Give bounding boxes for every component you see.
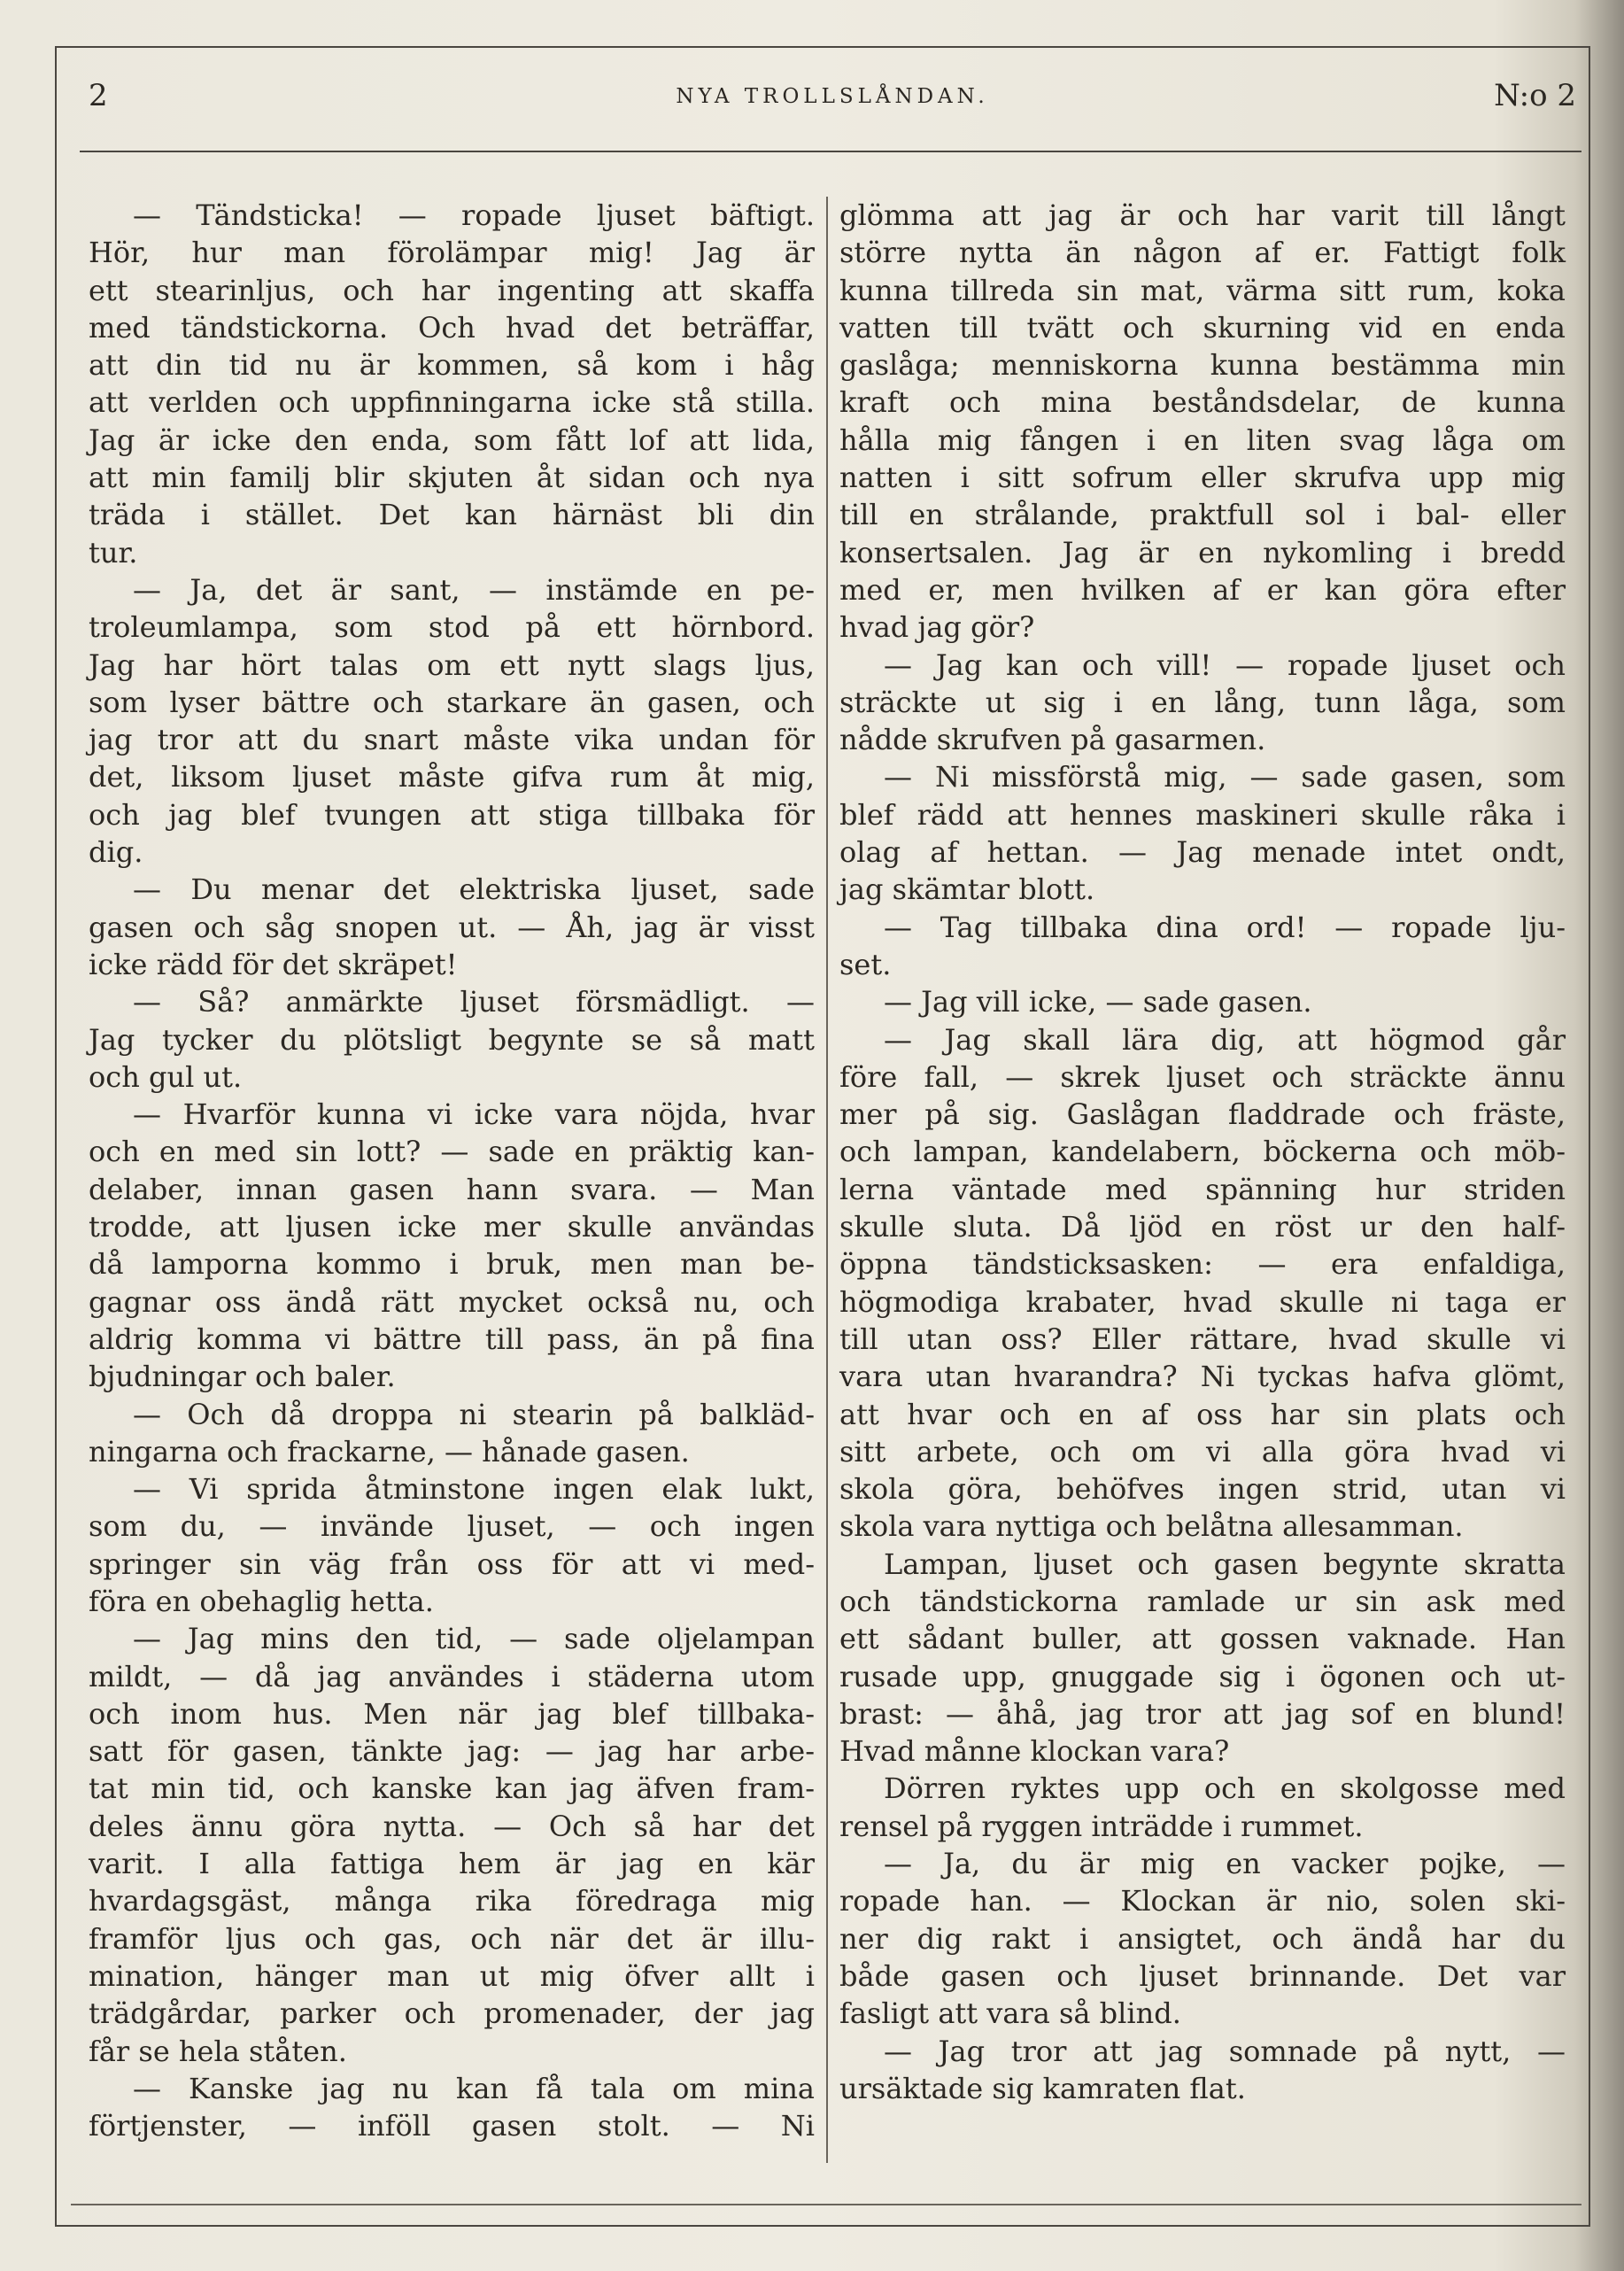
text-line: Jag tycker du plötsligt begynte se så matt	[89, 1022, 815, 1057]
text-line: Dörren ryktes upp och en skolgosse med	[884, 1771, 1566, 1806]
text-line: set.	[839, 947, 892, 981]
text-line: — Jag vill icke, — sade gasen.	[884, 985, 1312, 1019]
text-line: ett stearinljus, och har ingenting att skaffa	[89, 273, 815, 307]
text-line: till en strålande, praktfull sol i bal- eller	[839, 498, 1566, 532]
text-line: icke rädd för det skräpet!	[89, 947, 458, 981]
bottom-rule	[71, 2204, 1581, 2205]
text-line: — Ja, det är sant, — instämde en pe-	[133, 572, 815, 607]
text-line: varit. I alla fattiga hem är jag en kär	[89, 1847, 815, 1881]
text-line: det, liksom ljuset måste gifva rum åt mig,	[89, 760, 815, 794]
text-line: nådde skrufven på gasarmen.	[839, 723, 1266, 757]
text-line: glömma att jag är och har varit till långt	[839, 198, 1566, 232]
text-line: mildt, — då jag användes i städerna utom	[89, 1659, 815, 1694]
issue-number: N:o 2	[1494, 78, 1576, 113]
left-column	[89, 197, 815, 2144]
text-line: framför ljus och gas, och när det är illu-	[89, 1921, 815, 1956]
text-line: trodde, att ljusen icke mer skulle användas	[89, 1210, 815, 1244]
text-line: — Du menar det elektriska ljuset, sade	[133, 872, 815, 907]
text-line: troleumlampa, som stod på ett hörnbord.	[89, 610, 815, 645]
text-line: trädgårdar, parker och promenader, der jag	[89, 1996, 815, 2031]
text-line: — Kanske jag nu kan få tala om mina	[133, 2071, 815, 2105]
right-column	[839, 197, 1566, 2107]
text-line: rensel på ryggen inträdde i rummet.	[839, 1809, 1364, 1843]
text-line: Hvad månne klockan vara?	[839, 1734, 1230, 1769]
text-line: förtjenster, — inföll gasen stolt. — Ni	[89, 2109, 815, 2143]
text-line: tur.	[89, 535, 138, 570]
text-line: att din tid nu är kommen, så kom i håg	[89, 348, 815, 383]
text-line: lerna väntade med spänning hur striden	[839, 1172, 1566, 1206]
journal-title: NYA TROLLSLÅNDAN.	[676, 85, 989, 108]
text-line: och inom hus. Men när jag blef tillbaka-	[89, 1696, 815, 1731]
text-line: Jag har hört talas om ett nytt slags ljus,	[89, 647, 815, 682]
text-line: — Ni missförstå mig, — sade gasen, som	[884, 760, 1566, 794]
text-line: sitt arbete, och om vi alla göra hvad vi	[839, 1434, 1566, 1469]
text-line: ett sådant buller, att gossen vaknade. Han	[839, 1622, 1566, 1656]
text-line: att verlden och uppfinningarna icke stå stilla.	[89, 385, 815, 420]
text-line: natten i sitt sofrum eller skrufva upp mig	[839, 461, 1566, 495]
text-line: större nytta än någon af er. Fattigt folk	[839, 236, 1566, 270]
text-line: både gasen och ljuset brinnande. Det var	[839, 1958, 1566, 1993]
text-line: som du, — invände ljuset, — och ingen	[89, 1509, 815, 1544]
text-line: skola vara nyttiga och belåtna allesamman.	[839, 1509, 1464, 1544]
text-line: — Vi sprida åtminstone ingen elak lukt,	[133, 1472, 815, 1507]
text-line: som lyser bättre och starkare än gasen, och	[89, 685, 815, 719]
text-line: jag skämtar blott.	[839, 872, 1095, 907]
text-line: deles ännu göra nytta. — Och så har det	[89, 1809, 815, 1843]
text-line: springer sin väg från oss för att vi med-	[89, 1546, 815, 1581]
text-line: — Jag skall lära dig, att högmod går	[884, 1022, 1566, 1057]
text-line: högmodiga krabater, hvad skulle ni taga er	[839, 1284, 1566, 1319]
text-line: skola göra, behöfves ingen strid, utan vi	[839, 1472, 1566, 1507]
text-line: delaber, innan gasen hann svara. — Man	[89, 1172, 815, 1206]
text-line: träda i stället. Det kan härnäst bli din	[89, 498, 815, 532]
text-line: jag tror att du snart måste vika undan för	[89, 723, 815, 757]
text-line: mination, hänger man ut mig öfver allt i	[89, 1958, 815, 1993]
text-line: rusade upp, gnuggade sig i ögonen och ut-	[839, 1659, 1566, 1694]
text-line: och gul ut.	[89, 1059, 243, 1094]
text-line: kunna tillreda sin mat, värma sitt rum, koka	[839, 273, 1566, 307]
text-line: till utan oss? Eller rättare, hvad skulle vi	[839, 1322, 1566, 1356]
text-line: ningarna och frackarne, — hånade gasen.	[89, 1434, 690, 1469]
text-line: gaslåga; menniskorna kunna bestämma min	[839, 348, 1566, 383]
text-line: aldrig komma vi bättre till pass, än på fina	[89, 1322, 815, 1356]
text-line: — Jag kan och vill! — ropade ljuset och	[884, 647, 1566, 682]
column-divider	[826, 197, 828, 2163]
text-line: och lampan, kandelabern, böckerna och möb-	[839, 1135, 1566, 1169]
text-line: hvad jag gör?	[839, 610, 1035, 645]
page-number: 2	[89, 78, 108, 113]
text-line: — Hvarför kunna vi icke vara nöjda, hvar	[133, 1097, 815, 1132]
text-line: blef rädd att hennes maskineri skulle råka i	[839, 797, 1566, 832]
text-line: att min familj blir skjuten åt sidan och nya	[89, 461, 815, 495]
text-line: ursäktade sig kamraten flat.	[839, 2071, 1246, 2105]
text-line: hvardagsgäst, många rika föredraga mig	[89, 1884, 815, 1918]
text-line: får se hela ståten.	[89, 2034, 347, 2068]
text-line: konsertsalen. Jag är en nykomling i bredd	[839, 535, 1566, 570]
text-line: bjudningar och baler.	[89, 1360, 396, 1394]
text-line: mer på sig. Gaslågan fladdrade och fräste,	[839, 1097, 1566, 1132]
text-line: före fall, — skrek ljuset och sträckte ännu	[839, 1059, 1566, 1094]
text-line: då lamporna kommo i bruk, men man be-	[89, 1247, 815, 1282]
text-line: — Jag mins den tid, — sade oljelampan	[133, 1622, 815, 1656]
text-line: och jag blef tvungen att stiga tillbaka för	[89, 797, 815, 832]
text-line: att hvar och en af oss har sin plats och	[839, 1397, 1566, 1431]
text-line: — Ja, du är mig en vacker pojke, —	[884, 1847, 1566, 1881]
text-line: hålla mig fången i en liten svag låga om	[839, 422, 1566, 457]
text-line: Hör, hur man förolämpar mig! Jag är	[89, 236, 815, 270]
text-line: öppna tändsticksasken: — era enfaldiga,	[839, 1247, 1566, 1282]
text-line: med er, men hvilken af er kan göra efter	[839, 572, 1566, 607]
text-line: och tändstickorna ramlade ur sin ask med	[839, 1584, 1566, 1618]
text-line: gagnar oss ändå rätt mycket också nu, och	[89, 1284, 815, 1319]
text-line: gasen och såg snopen ut. — Åh, jag är visst	[89, 910, 815, 944]
text-line: — Och då droppa ni stearin på balkläd-	[133, 1397, 815, 1431]
text-line: — Tag tillbaka dina ord! — ropade lju-	[884, 910, 1566, 944]
text-line: ner dig rakt i ansigtet, och ändå har du	[839, 1921, 1566, 1956]
text-line: sträckte ut sig i en lång, tunn låga, som	[839, 685, 1566, 719]
text-line: Lampan, ljuset och gasen begynte skratta	[884, 1546, 1566, 1581]
text-line: — Så? anmärkte ljuset försmädligt. —	[133, 985, 815, 1019]
text-line: Jag är icke den enda, som fått lof att lida,	[89, 422, 815, 457]
text-line: skulle sluta. Då ljöd en röst ur den half-	[839, 1210, 1566, 1244]
page-header	[89, 78, 1576, 122]
header-rule	[80, 151, 1581, 152]
text-line: tat min tid, och kanske kan jag äfven fram-	[89, 1771, 815, 1806]
text-line: vara utan hvarandra? Ni tyckas hafva glömt,	[839, 1360, 1566, 1394]
text-line: — Jag tror att jag somnade på nytt, —	[884, 2034, 1566, 2068]
text-line: ropade han. — Klockan är nio, solen ski-	[839, 1884, 1566, 1918]
text-line: dig.	[89, 835, 143, 870]
text-line: satt för gasen, tänkte jag: — jag har arbe-	[89, 1734, 815, 1769]
text-line: olag af hettan. — Jag menade intet ondt,	[839, 835, 1566, 870]
text-line: kraft och mina beståndsdelar, de kunna	[839, 385, 1566, 420]
text-line: vatten till tvätt och skurning vid en enda	[839, 310, 1566, 345]
text-line: och en med sin lott? — sade en präktig kan-	[89, 1135, 815, 1169]
text-line: med tändstickorna. Och hvad det beträffar,	[89, 310, 815, 345]
text-line: — Tändsticka! — ropade ljuset bäftigt.	[133, 198, 815, 232]
text-line: fasligt att vara så blind.	[839, 1996, 1181, 2031]
text-line: brast: — åhå, jag tror att jag sof en blund!	[839, 1696, 1566, 1731]
text-line: föra en obehaglig hetta.	[89, 1584, 434, 1618]
